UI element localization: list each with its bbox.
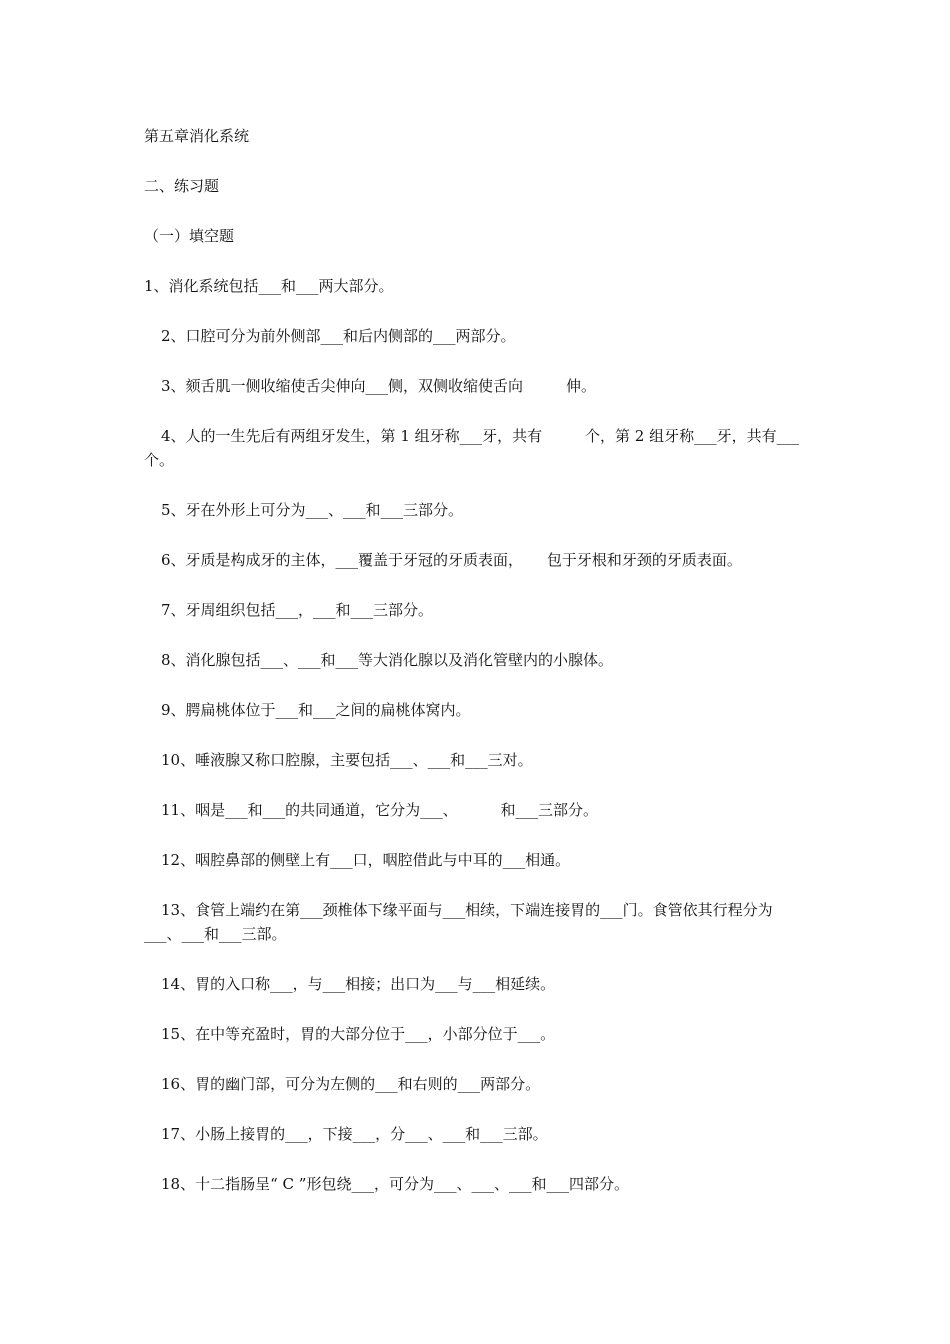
question-5: 5、牙在外形上可分为___、___和___三部分。 [161,501,464,519]
question-14: 14、胃的入口称___，与___相接；出口为___与___相延续。 [161,975,556,993]
question-18: 18、十二指肠呈“ C ”形包绕___，可分为___、___、___和___四部分。 [161,1175,629,1193]
question-10: 10、唾液腺又称口腔腺，主要包括___、___和___三对。 [161,751,533,769]
question-2: 2、口腔可分为前外侧部___和后内侧部的___两部分。 [161,327,516,345]
subsection-heading: （一）填空题 [144,227,235,245]
question-1: 1、消化系统包括___和___两大部分。 [144,277,394,295]
question-16: 16、胃的幽门部，可分为左侧的___和右则的___两部分。 [161,1075,541,1093]
chapter-title: 第五章消化系统 [144,127,250,145]
question-4: 4、人的一生先后有两组牙发生，第 1 组牙称___牙，共有 个，第 2 组牙称___牙，共有___个。 [144,427,800,469]
question-6: 6、牙质是构成牙的主体，___覆盖于牙冠的牙质表面， 包于牙根和牙颈的牙质表面。 [161,551,742,569]
question-3: 3、颏舌肌一侧收缩使舌尖伸向___侧，双侧收缩使舌向 伸。 [161,377,596,395]
section-heading: 二、练习题 [144,177,220,195]
question-11: 11、咽是___和___的共同通道，它分为___、 和___三部分。 [161,801,599,819]
question-15: 15、在中等充盈时，胃的大部分位于___，小部分位于___。 [161,1025,556,1043]
question-9: 9、腭扁桃体位于___和___之间的扁桃体窝内。 [161,701,471,719]
question-12: 12、咽腔鼻部的侧壁上有___口，咽腔借此与中耳的___相通。 [161,851,571,869]
document-body [144,124,808,1222]
question-8: 8、消化腺包括___、___和___等大消化腺以及消化管壁内的小腺体。 [161,651,614,669]
question-13: 13、食管上端约在第___颈椎体下缘平面与___相续，下端连接胃的___门。食管依其行程分为___、___和___三部。 [144,901,773,943]
question-7: 7、牙周组织包括___，___和___三部分。 [161,601,434,619]
question-17: 17、小肠上接胃的___，下接___，分___、___和___三部。 [161,1125,548,1143]
